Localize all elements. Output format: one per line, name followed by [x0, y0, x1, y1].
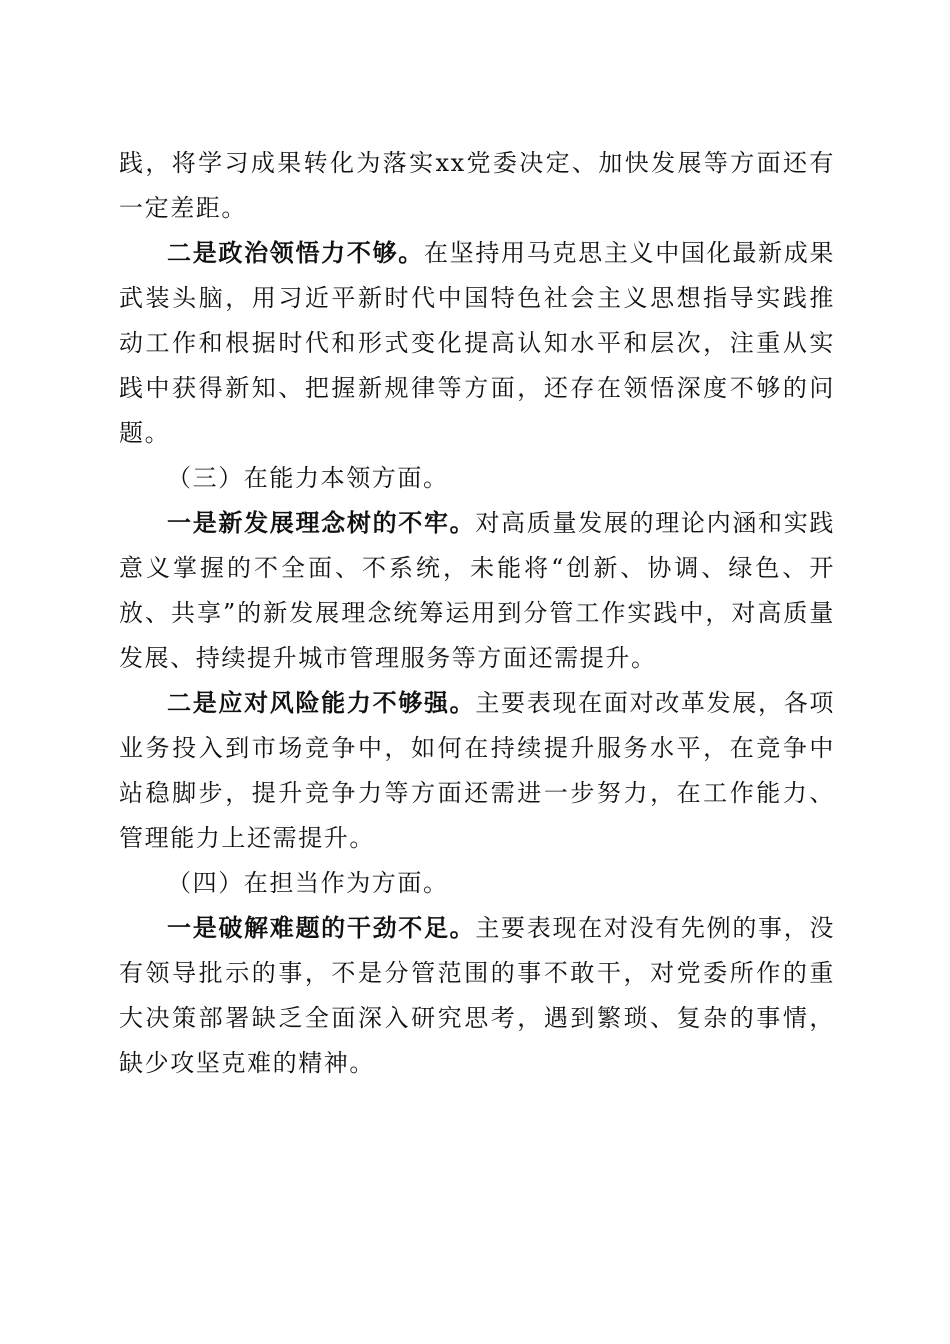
paragraph-development-concept [119, 501, 835, 681]
paragraph-continuation [119, 141, 835, 231]
paragraph-lead: 一是破解难题的干劲不足。 [167, 914, 476, 942]
paragraph-lead: 一是新发展理念树的不牢。 [167, 509, 476, 537]
document-body [119, 141, 835, 1086]
paragraph-risk-response [119, 681, 835, 861]
paragraph-text: 践，将学习成果转化为落实xx党委决定、加快发展等方面还有一定差距。 [119, 149, 835, 222]
paragraph-text: 在坚持用马克思主义中国化最新成果武装头脑，用习近平新时代中国特色社会主义思想指导实践推动工作和根据时代和形式变化提高认知水平和层次，注重从实践中获得新知、把握新规律等方面，还存在领悟深度不够的问题。 [119, 239, 836, 447]
section-heading-text: （四）在担当作为方面。 [167, 869, 449, 897]
section-heading-text: （三）在能力本领方面。 [167, 464, 449, 492]
paragraph-text: 对高质量发展的理论内涵和实践意义掌握的不全面、不系统，未能将“创新、协调、绿色、开放、共享”的新发展理念统筹运用到分管工作实践中，对高质量发展、持续提升城市管理服务等方面还需提升。 [119, 509, 836, 672]
paragraph-text: 主要表现在面对改革发展，各项业务投入到市场竞争中，如何在持续提升服务水平，在竞争中站稳脚步，提升竞争力等方面还需进一步努力，在工作能力、管理能力上还需提升。 [119, 689, 836, 852]
paragraph-political-understanding [119, 231, 835, 456]
section-heading-responsibility [119, 861, 835, 906]
paragraph-lead: 二是应对风险能力不够强。 [167, 689, 476, 717]
paragraph-lead: 二是政治领悟力不够。 [167, 239, 424, 267]
section-heading-ability [119, 456, 835, 501]
paragraph-problem-solving [119, 906, 835, 1086]
paragraph-text: 主要表现在对没有先例的事，没有领导批示的事，不是分管范围的事不敢干，对党委所作的重大决策部署缺乏全面深入研究思考，遇到繁琐、复杂的事情，缺少攻坚克难的精神。 [119, 914, 836, 1077]
